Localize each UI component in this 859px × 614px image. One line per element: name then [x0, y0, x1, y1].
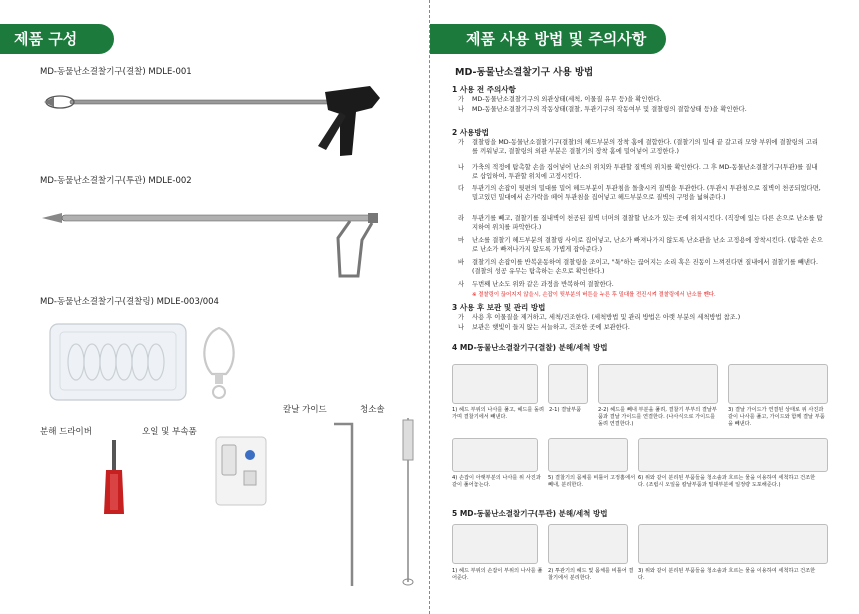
section-2-title: 2 사용방법 [452, 128, 489, 137]
product-label-ring: MD-동물난소결찰기구(결찰링) MDLE-003/004 [40, 297, 219, 307]
product-label-trocar: MD-동물난소결찰기구(투관) MDLE-002 [40, 176, 192, 186]
s1-item: 가 MD-동물난소결찰기구의 외관상태(세척, 이물질 유무 등)을 확인한다. [458, 96, 662, 103]
s4-caption: 6) 위와 같이 분리된 부품들을 청소솔과 흐르는 물을 이용하여 세척하고 건조한다. (조립시 오일을 칼날부품과 밀대부분에 일정량 도포해준다.) [638, 475, 816, 488]
step-photo [728, 364, 828, 404]
s2-item: 사 두번째 난소도 위와 같은 과정을 반복하여 결찰한다. [458, 281, 614, 288]
ring-case-image [48, 318, 190, 406]
step-photo [548, 438, 628, 472]
s4-caption: 3) 결날 가이드가 연결된 상태로 위 사진과 같이 나사를 풀고, 가이드와 함께 결날 부품을 빼낸다. [728, 407, 825, 427]
section-1-title: 1 사용 전 주의사항 [452, 85, 516, 94]
s2-item: 나 가축의 적정에 탐촉할 손을 집어넣어 난소의 위치와 투관할 질벽의 위치를 확인한다. 그 후 MD-동물난소결찰기구(투관)를 질내로 삽입하여, 투관할 위치에 고정시킨다. [458, 164, 818, 180]
step-photo [452, 364, 538, 404]
s2-warning: ※ 결찰링이 끊어지지 않을시, 손잡이 뒷부분의 버튼을 누른 후 밀대를 전진시켜 결찰링에서 난소를 뺀다. [472, 292, 716, 298]
screwdriver-label: 분해 드라이버 [40, 427, 92, 437]
ligation-ring-image [196, 322, 242, 402]
s2-item: 마 난소를 결찰기 헤드부분의 결찰링 사이로 집어넣고, 난소가 빠져나가지 않도록 난소관을 난소 고정용에 장착시킨다. (탐촉한 손으로 난소가 빠져나가지 않도록 가볍게 잡아준다.) [458, 237, 823, 253]
step-photo [638, 438, 828, 472]
step-photo [598, 364, 718, 404]
step-photo [452, 524, 538, 564]
step-photo [638, 524, 828, 564]
trocar-instrument-image [40, 188, 400, 288]
screwdriver-image [100, 440, 128, 520]
usage-instructions-banner: 제품 사용 방법 및 주의사항 [430, 24, 666, 54]
s3-item: 나 보관은 햇빛이 들지 않는 서늘하고, 건조한 곳에 보관한다. [458, 324, 630, 331]
s4-caption: 5) 결찰기의 몸체를 비틀어 고정홈에서 빼내, 분리한다. [548, 475, 636, 488]
s4-caption: 4) 손잡이 아랫부분의 나사를 위 사진과 같이 풀어놓는다. [452, 475, 541, 488]
s5-caption: 1) 헤드 부위의 손잡이 부위의 나사를 풀어준다. [452, 568, 543, 581]
section-3-title: 3 사용 후 보관 및 관리 방법 [452, 303, 546, 312]
s2-item: 라 투관기를 빼고, 결찰기를 질내벽이 천공된 질벽 너머의 결찰할 난소가 있는 곳에 위치시킨다. (직장에 있는 다른 손으로 난소를 탐지하여 위치를 파악한다.) [458, 215, 823, 231]
oil-label: 오일 및 부속품 [142, 427, 197, 437]
product-composition-banner: 제품 구성 [0, 24, 114, 54]
brush-label: 청소솔 [360, 405, 385, 415]
guide-label: 칼날 가이드 [283, 405, 327, 415]
oil-kit-image [214, 435, 268, 507]
s1-item: 나 MD-동물난소결찰기구의 작동상태(결찰, 투관기구의 작동여부 및 결찰링의 결합상태 등)을 확인한다. [458, 106, 747, 113]
s2-item: 가 결찰링을 MD-동물난소결찰기구(결찰)의 헤드부분의 장착 홈에 결합한다. (결찰기의 밀대 끝 갈고리 모양 부위에 결찰링의 고리를 끼워넣고, 결찰링의 외관 부분은 결찰기의 장착 홈에 밀어넣어 고정한다.) [458, 139, 819, 155]
s4-caption: 2-2) 헤드를 빼내 부분을 풀려, 결찰기 부부의 결날부품과 결날 가이드를 연결한다. (나사식으로 가이드를 돌려 연결한다.) [598, 407, 717, 427]
section-4-title: 4 MD-동물난소결찰기구(결찰) 분해/세척 방법 [452, 343, 608, 352]
ligator-instrument-image [40, 80, 400, 162]
cleaning-brush-image [396, 414, 420, 590]
step-photo [452, 438, 538, 472]
blade-guide-image [330, 420, 358, 590]
step-photo [548, 364, 588, 404]
usage-heading: MD-동물난소결찰기구 사용 방법 [455, 67, 594, 78]
s4-caption: 2-1) 결날부품 [549, 407, 582, 413]
s5-caption: 2) 투관기의 헤드 및 몸체를 비틀어 결찰기에서 분리한다. [548, 568, 634, 581]
s2-item: 바 결찰기의 손잡이를 반복운동하여 결찰링을 조이고, "툭"하는 끊어지는 소리 혹은 진동이 느껴진다면 질내에서 결찰기를 빼낸다. (결찰의 성공 유무는 탐촉하는 손으로 확인한다.) [458, 259, 819, 275]
s3-item: 가 사용 후 이물질을 제거하고, 세척/건조한다. (세척방법 및 관리 방법은 아랫 부분의 세척방법 참조.) [458, 314, 741, 321]
page-divider [429, 0, 430, 614]
section-5-title: 5 MD-동물난소결찰기구(투관) 분해/세척 방법 [452, 509, 608, 518]
s2-item: 다 투관기의 손잡이 뒷편의 밀대를 밀어 헤드부분이 투관침을 돌출시켜 질벽을 투관한다. (투관시 투관침으로 질벽이 천공되었다면, 밀고있던 밀대에서 손가락을 떼어 투관침을 집어넣고 헤드부분으로 질벽의 구멍을 넓혀준다.) [458, 185, 821, 201]
s4-caption: 1) 헤드 부위의 나사를 풀고, 헤드를 돌려가며 결찰기에서 빼낸다. [452, 407, 545, 420]
product-label-ligator: MD-동물난소결찰기구(결찰) MDLE-001 [40, 67, 192, 77]
step-photo [548, 524, 628, 564]
s5-caption: 3) 위와 같이 분리된 부품들을 청소솔과 흐르는 물을 이용하여 세척하고 건조한다. [638, 568, 816, 581]
